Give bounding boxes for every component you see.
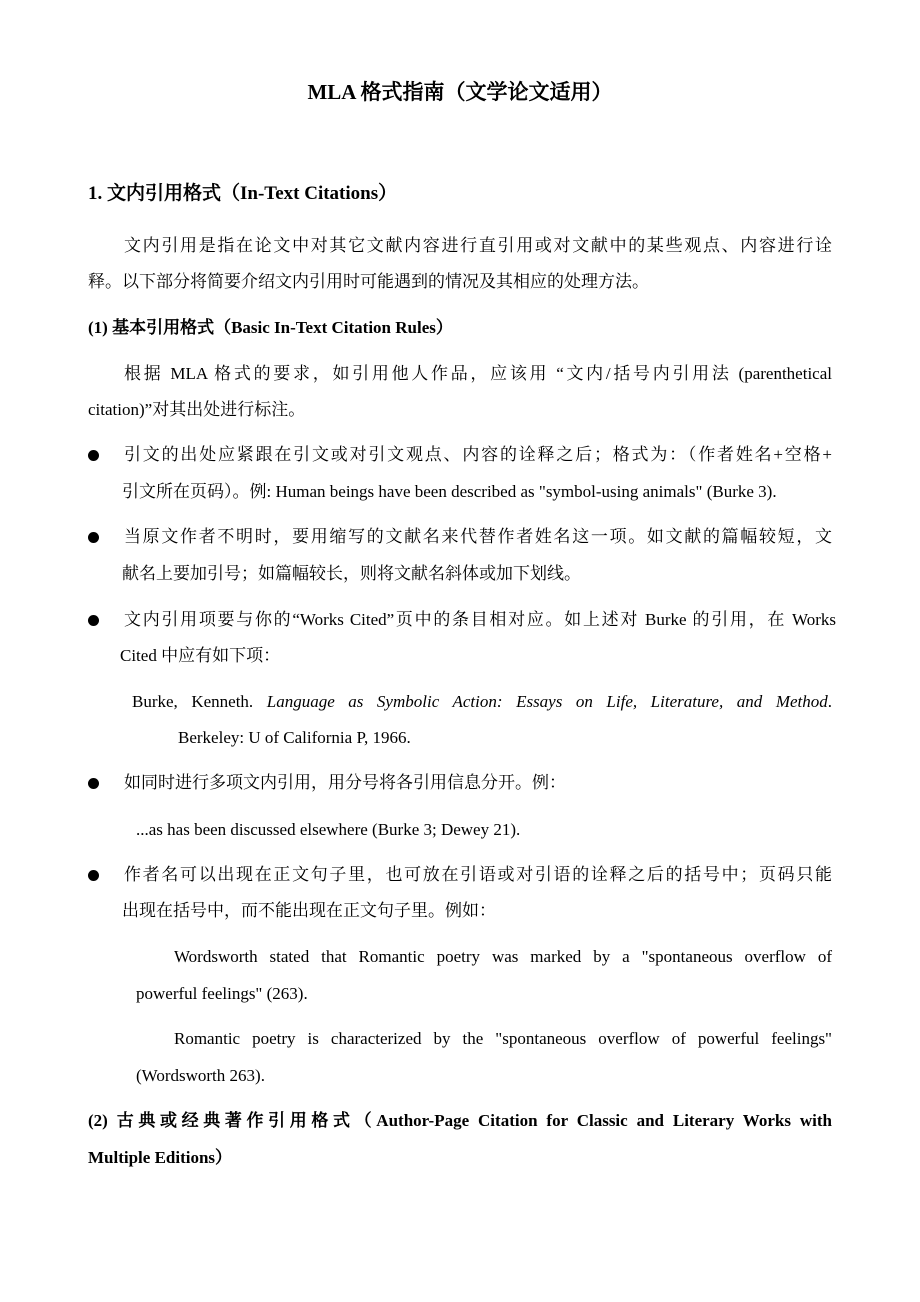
bullet-2-line-2: 献名上要加引号；如篇幅较长，则将文献名斜体或加下划线。	[122, 564, 581, 583]
subsection-2-heading-line-2: Multiple Editions）	[88, 1148, 233, 1167]
example-2-line-1: Romantic poetry is characterized by the "spontaneous overflow of powerful feelings"	[174, 1029, 832, 1048]
bullet-icon	[88, 450, 99, 461]
bullet-3-line-1: 文内引用项要与你的“Works Cited”页中的条目相对应。如上述对 Burke 的引用，在 Works	[124, 610, 836, 629]
document-title: MLA 格式指南（文学论文适用）	[307, 80, 613, 104]
works-cited-title: Language as Symbolic Action: Essays on Life, Literature, and Method	[266, 692, 828, 711]
example-2-line-2: (Wordsworth 263).	[136, 1066, 265, 1085]
example-1-line-2: powerful feelings" (263).	[136, 984, 308, 1003]
works-cited-title-end: .	[827, 692, 832, 711]
bullet-5-line-2: 出现在括号中，而不能出现在正文句子里。例如：	[122, 901, 496, 920]
multiple-citation-example: ...as has been discussed elsewhere (Burke 3; Dewey 21).	[136, 820, 521, 839]
subsection-2-heading-line-1: (2) 古典或经典著作引用格式（Author-Page Citation for Classic and Literary Works with	[88, 1111, 832, 1130]
bullet-3-line-2: Cited 中应有如下项：	[120, 646, 281, 665]
bullet-icon	[88, 532, 99, 543]
bullet-icon	[88, 778, 99, 789]
bullet-5-line-1: 作者名可以出现在正文句子里，也可放在引语或对引语的诠释之后的括号中；页码只能	[124, 865, 832, 884]
bullet-1-line-1: 引文的出处应紧跟在引文或对引文观点、内容的诠释之后；格式为：（作者姓名+空格+	[124, 445, 832, 464]
works-cited-entry-line-2: Berkeley: U of California P, 1966.	[178, 728, 411, 747]
subsection-1-heading: (1) 基本引用格式（Basic In-Text Citation Rules）	[88, 318, 453, 337]
example-1-line-1: Wordsworth stated that Romantic poetry was marked by a "spontaneous overflow of	[174, 947, 832, 966]
bullet-4-line-1: 如同时进行多项文内引用，用分号将各引用信息分开。例：	[124, 773, 566, 792]
bullet-icon	[88, 615, 99, 626]
basic-rules-paragraph-line-1: 根据 MLA 格式的要求，如引用他人作品，应该用 “文内/括号内引用法 (parenthetical	[124, 364, 832, 383]
intro-paragraph-line-2: 释。以下部分将简要介绍文内引用时可能遇到的情况及其相应的处理方法。	[88, 272, 649, 291]
basic-rules-paragraph-line-2: citation)”对其出处进行标注。	[88, 400, 306, 419]
section-1-heading: 1. 文内引用格式（In-Text Citations）	[88, 183, 398, 204]
bullet-1-line-2: 引文所在页码）。例: Human beings have been described as "symbol-using animals" (Burke 3).	[122, 482, 777, 501]
bullet-2-line-1: 当原文作者不明时，要用缩写的文献名来代替作者姓名这一项。如文献的篇幅较短，文	[124, 527, 832, 546]
works-cited-author: Burke, Kenneth.	[132, 692, 267, 711]
intro-paragraph-line-1: 文内引用是指在论文中对其它文献内容进行直引用或对文献中的某些观点、内容进行诠	[124, 236, 832, 255]
works-cited-entry-line-1	[132, 691, 832, 713]
bullet-icon	[88, 870, 99, 881]
